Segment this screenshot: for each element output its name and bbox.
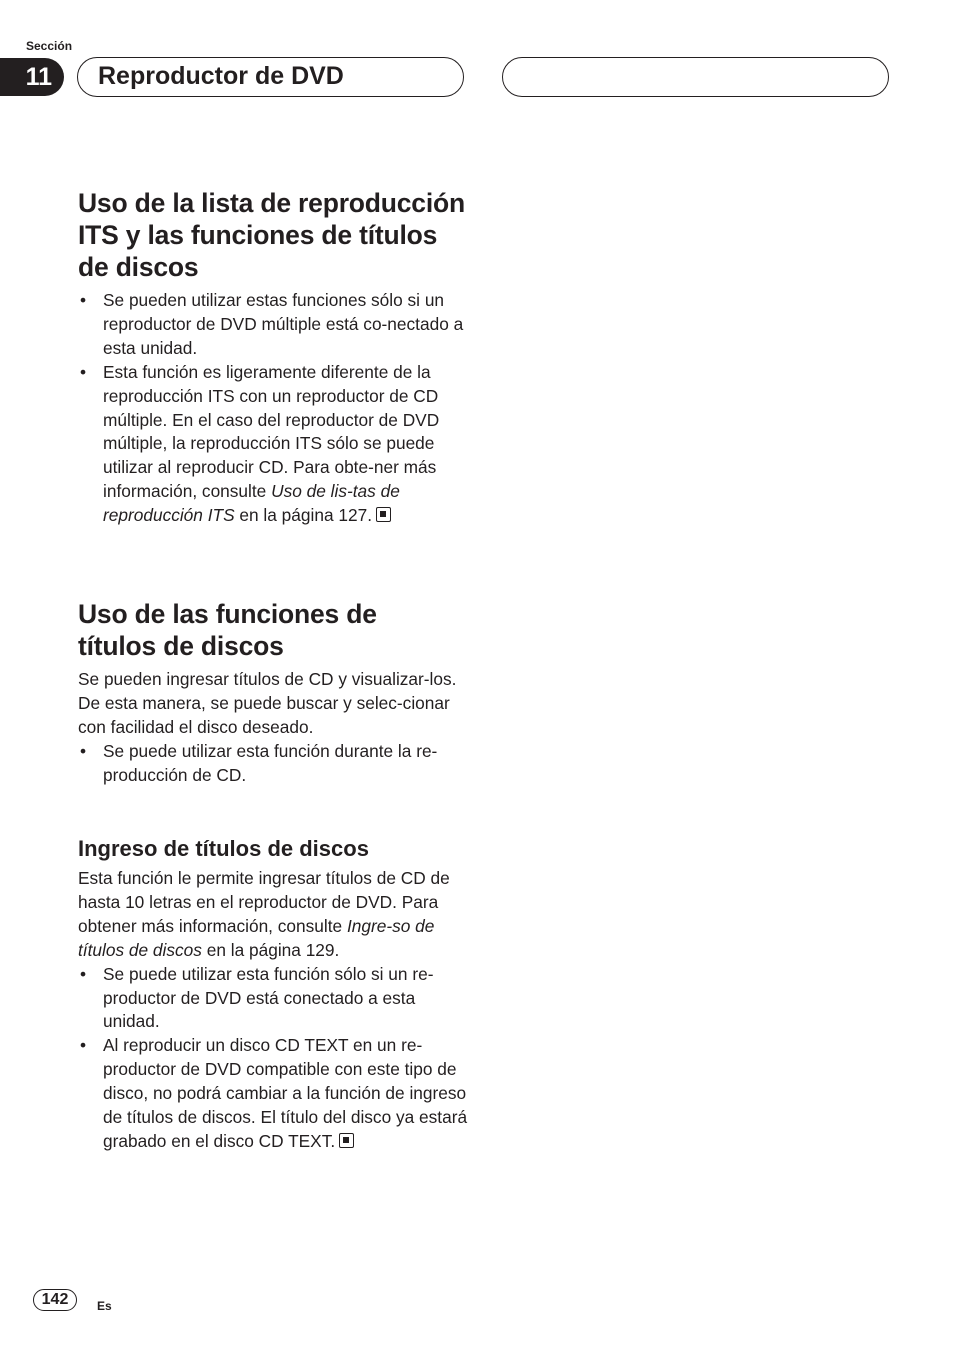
end-of-section-icon <box>339 1133 354 1148</box>
section-entering-titles <box>78 835 470 1154</box>
disc-titles-bullet-list <box>78 740 470 788</box>
section-title: Reproductor de DVD <box>98 62 344 90</box>
heading-its-playlist: Uso de la lista de reproducción ITS y las funciones de títulos de discos <box>78 188 465 282</box>
list-item: • Se puede utilizar esta función durante la re-producción de CD. <box>78 740 470 788</box>
section-title-box <box>77 57 464 97</box>
section-its-playlist <box>78 187 470 528</box>
page-reference: Ingre-so de títulos de discos <box>78 915 435 960</box>
list-item: • Al reproducir un disco CD TEXT en un re-productor de DVD compatible con este tipo de disco, no podrá cambiar a la función de ingreso de títulos de discos. El título del disco ya estará grabado en el disco CD TEXT. <box>78 1034 470 1154</box>
disc-titles-paragraph: Se pueden ingresar títulos de CD y visualizar-los. De esta manera, se puede buscar y selec-cionar con facilidad el disco deseado. <box>78 669 457 737</box>
page-reference: Uso de lis-tas de reproducción ITS <box>103 481 400 526</box>
section-disc-titles <box>78 598 470 788</box>
page-number: 142 <box>33 1289 77 1311</box>
section-label: Sección <box>26 39 73 53</box>
language-code: Es <box>97 1299 112 1313</box>
heading-disc-titles: Uso de las funciones de títulos de discos <box>78 599 377 661</box>
entering-titles-bullet-list <box>78 963 470 1154</box>
its-bullet-list <box>78 289 470 528</box>
list-item: • Se puede utilizar esta función sólo si un re-productor de DVD está conectado a esta unidad. <box>78 963 470 1035</box>
list-item: • Se pueden utilizar estas funciones sólo si un reproductor de DVD múltiple está co-nectado a esta unidad. <box>78 289 470 361</box>
section-number-badge: 11 <box>0 58 64 96</box>
end-of-section-icon <box>376 507 391 522</box>
list-item: • Esta función es ligeramente diferente de la reproducción ITS con un reproductor de CD múltiple. En el caso del reproductor de DVD múltiple, la reproducción ITS sólo se puede utilizar al reproducir CD. Para obte-ner más información, consulte Uso de lis-tas de reproducción ITS en la página 127. <box>78 361 470 528</box>
blank-header-box <box>502 57 889 97</box>
entering-titles-paragraph: Esta función le permite ingresar títulos de CD de hasta 10 letras en el reproductor de DVD. Para obtener más información, consulte Ingre-so de títulos de discos en la página 129. <box>78 868 450 960</box>
heading-entering-titles: Ingreso de títulos de discos <box>78 836 369 861</box>
